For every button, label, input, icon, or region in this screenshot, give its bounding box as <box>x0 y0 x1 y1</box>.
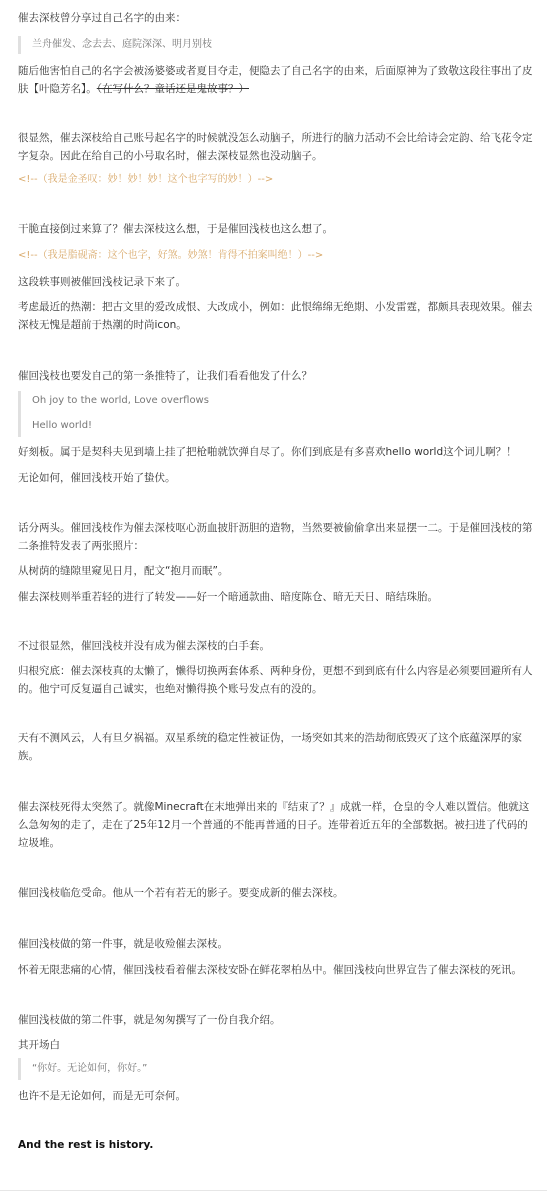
html-comment: <!--（我是金圣叹：妙！妙！妙！这个也字写的妙！）--> <box>18 174 274 185</box>
paragraph-text: 随后他害怕自己的名字会被汤婆婆或者夏目夺走，便隐去了自己名字的由来，后面原神为了致敬这段往事出了皮肤【叶隐芳名】。 <box>18 65 533 95</box>
paragraph: 很显然，催去深枝给自己账号起名字的时候就没怎么动脑子，所进行的脑力活动不会比给诗会定韵、给飞花令定字复杂。因此在给自己的小号取名时，催去深枝显然也没动脑子。 <box>18 132 533 162</box>
bottom-divider <box>0 1190 547 1191</box>
paragraph: 天有不测风云，人有旦夕祸福。双星系统的稳定性被证伪，一场突如其来的浩劫彻底毁灭了这个底蕴深厚的家族。 <box>18 732 522 762</box>
closing-line: And the rest is history. <box>18 1139 154 1151</box>
quote-text: 兰舟催发、念去去、庭院深深、明月别枝 <box>32 39 212 50</box>
blockquote <box>18 1058 147 1080</box>
paragraph: 也许不是无论如何，而是无可奈何。 <box>18 1090 186 1102</box>
paragraph: 干脆直接倒过来算了？催去深枝这么想，于是催回浅枝也这么想了。 <box>18 223 333 235</box>
paragraph: 这段轶事则被催回浅枝记录下来了。 <box>18 276 186 288</box>
paragraph: 话分两头。催回浅枝作为催去深枝呕心沥血披肝沥胆的造物，当然要被偷偷拿出来显摆一二。于是催回浅枝的第二条推特发表了两张照片： <box>18 522 533 552</box>
paragraph: 催回浅枝临危受命。他从一个若有若无的影子。要变成新的催去深枝。 <box>18 887 344 899</box>
paragraph: 无论如何，催回浅枝开始了蛰伏。 <box>18 472 176 484</box>
paragraph: 催去深枝曾分享过自己名字的由来： <box>18 12 186 24</box>
paragraph: 催回浅枝也要发自己的第一条推特了，让我们看看他发了什么？ <box>18 370 312 382</box>
paragraph: 催回浅枝做的第二件事，就是匆匆撰写了一份自我介绍。 <box>18 1014 281 1026</box>
paragraph: 不过很显然，催回浅枝并没有成为催去深枝的白手套。 <box>18 640 270 652</box>
quote-text: Oh joy to the world, Love overflows <box>32 395 209 406</box>
paragraph: 催去深枝则举重若轻的进行了转发——好一个暗通款曲、暗度陈仓、暗无天日、暗结珠胎。 <box>18 591 438 603</box>
quote-text: “你好。无论如何，你好。” <box>32 1063 148 1074</box>
html-comment: <!--（我是脂砚斋：这个也字，好煞。妙煞！肯得不拍案叫绝！）--> <box>18 250 324 261</box>
paragraph: 好刻板。属于是契科夫见到墙上挂了把枪啪就饮弹自尽了。你们到底是有多喜欢hello world这个词儿啊？！ <box>18 446 517 458</box>
paragraph: 怀着无限悲痛的心情，催回浅枝看着催去深枝安卧在鲜花翠柏丛中。催回浅枝向世界宣告了催去深枝的死讯。 <box>18 964 522 976</box>
blockquote <box>18 36 212 54</box>
quote-text: Hello world! <box>32 420 93 431</box>
paragraph: 催回浅枝做的第一件事，就是收殓催去深枝。 <box>18 938 228 950</box>
strikethrough-text: （在写什么？童话还是鬼故事？） <box>96 83 249 95</box>
paragraph: 催去深枝死得太突然了。就像Minecraft在末地弹出来的『结束了？』成就一样，仓皇的令人难以置信。他就这么急匆匆的走了，走在了25年12月一个普通的不能再普通的日子。连带着近五年的全部数据。被扫进了代码的垃圾堆。 <box>18 801 530 849</box>
paragraph <box>18 62 533 98</box>
blockquote <box>18 391 209 437</box>
paragraph: 其开场白 <box>18 1039 60 1051</box>
paragraph: 从树荫的缝隙里窥见日月，配文“抱月而眠”。 <box>18 565 229 577</box>
paragraph: 归根究底：催去深枝真的太懒了，懒得切换两套体系、两种身份，更想不到到底有什么内容是必须要回避所有人的。他宁可反复逼自己诚实，也绝对懒得换个账号发点有的没的。 <box>18 665 533 695</box>
paragraph: 考虑最近的热潮：把古文里的爱改成恨、大改成小，例如：此恨绵绵无绝期、小发雷霆，都颇具表现效果。催去深枝无愧是超前于热潮的时尚icon。 <box>18 301 533 331</box>
